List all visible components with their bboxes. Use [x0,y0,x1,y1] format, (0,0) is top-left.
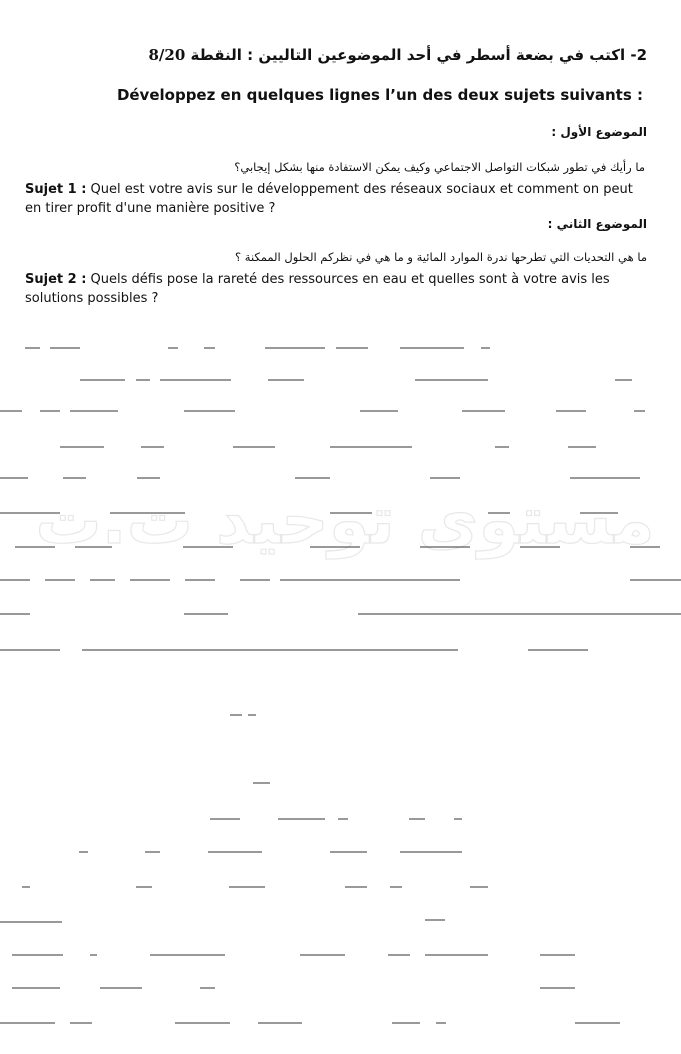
subject1-label: Sujet 1 : [25,182,87,197]
subject2-label: Sujet 2 : [25,272,87,287]
subject2-question-arabic: ما هي التحديات التي تطرحها ندرة الموارد المائية و ما هي في نظركم الحلول الممكنة ؟ [235,250,647,264]
watermark: مستوى توحيد ت.ت [35,482,655,559]
subject2-question-text: Quels défis pose la rareté des ressources en eau et quelles sont à votre avis les solutions possibles ? [25,272,610,306]
subject1-question-french [25,180,641,218]
subject2-heading-arabic: الموضوع الثاني : [547,217,647,231]
answer-lines [0,300,681,1040]
exercise-title-french: Développez en quelques lignes l’un des deux sujets suivants : [116,86,643,104]
subject1-heading-arabic: الموضوع الأول : [551,125,647,139]
exercise-title-arabic [148,46,647,64]
exercise-points: 8/20 [148,46,186,64]
subject1-question-text: Quel est votre avis sur le développement des réseaux sociaux et comment on peut en tirer profit d'une manière positive ? [25,182,633,216]
answer-line-fragments [0,348,681,1023]
exercise-title-text: 2- اكتب في بضعة أسطر في أحد الموضوعين التاليين : النقطة [190,46,647,64]
subject1-question-arabic: ما رأيك في تطور شبكات التواصل الاجتماعي وكيف يمكن الاستفادة منها بشكل إيجابي؟ [234,160,645,174]
